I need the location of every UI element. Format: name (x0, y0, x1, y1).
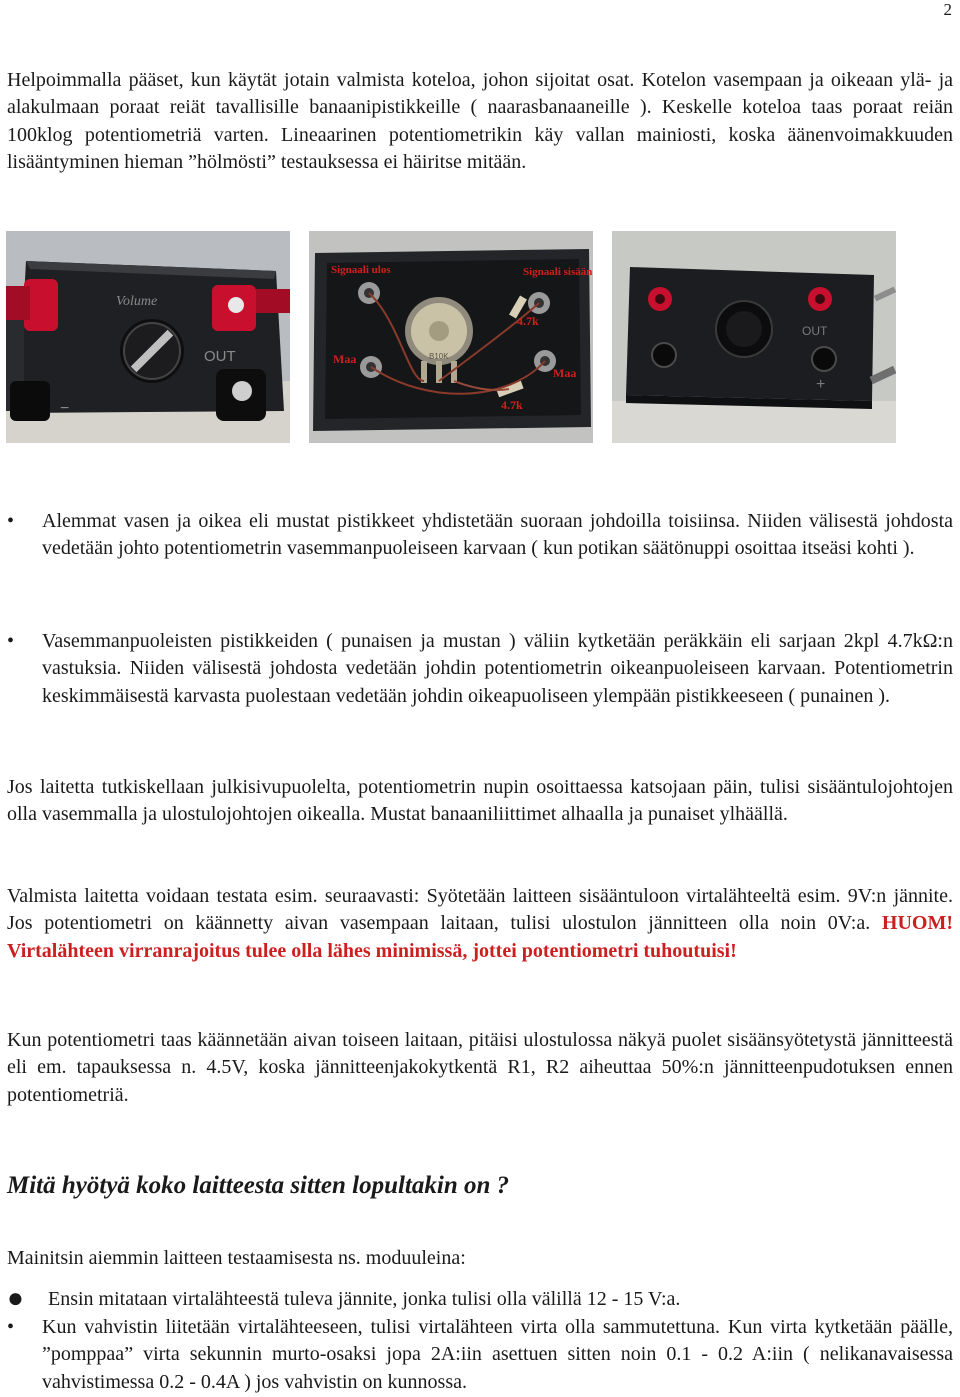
warning-text: HUOM! Virtalähteen virranrajoitus tulee olla lähes minimissä, jottei potentiometri tuhoutuisi! (7, 912, 953, 962)
label-resistor-top: 4.7k (517, 314, 539, 328)
section-heading: Mitä hyötyä koko laitteesta sitten lopultakin on ? (7, 1172, 510, 1199)
label-signal-in: Signaali sisään (523, 266, 593, 278)
label-out: OUT (204, 348, 236, 365)
list-item: • Kun vahvistin liitetään virtalähteeseen, tulisi virtalähteen virta olla sammutettuna. Kun virta kytketään päälle, ”pomppaa” virta sekunnin murto-osaksi jopa 2A:iin asettuen sitten noin 0.1 - 0.2 A:iin ( nelikanavaisessa vahvistimessa 0.2 - 0.4A ) jos vahvistin on kunnossa. (7, 1316, 953, 1393)
list-item: • Vasemmanpuoleisten pistikkeiden ( punaisen ja mustan ) väliin kytketään peräkkäin eli sarjaan 2kpl 4.7kΩ:n vastuksia. Niiden välisestä johdosta vedetään johdin potentiometrin oikeanpuoleiseen karvaan. Potentiometrin keskimmäisestä karvasta puolestaan vedetään johdin oikeapuoliseen ylempään pistikkeeseen ( punainen ). (7, 630, 953, 707)
photo-finished-box (612, 231, 896, 443)
paragraph-turn-pot: Kun potentiometri taas käännetään aivan toiseen laitaan, pitäisi ulostulossa näkyä puolet sisäänsyötetystä jännitteestä eli em. tapauksessa n. 4.5V, koska jännitteenjakokytkentä R1, R2 aiheuttaa 50%:n jännitteenpudotuksen ennen potentiometriä. (7, 1029, 953, 1106)
bullet-icon: • (7, 630, 15, 652)
label-plus: + (816, 376, 826, 393)
label-pot-value: B10K (429, 352, 449, 361)
paragraph-front-view: Jos laitetta tutkiskellaan julkisivupuolelta, potentiometrin nupin osoittaessa katsojaan päin, tulisi sisääntulojohtojen olla vasemmalla ja ulostulojohtojen oikealla. Mustat banaaniliittimet alhaalla ja punaiset ylhäällä. (7, 776, 953, 826)
label-signal-out: Signaali ulos (331, 264, 391, 276)
label-minus: − (60, 400, 70, 417)
photo-inside-wiring (309, 231, 593, 443)
page-number: 2 (943, 0, 952, 19)
intro-paragraph: Helpoimmalla pääset, kun käytät jotain valmista koteloa, johon sijoitat osat. Kotelon vasempaan ja oikeaan ylä- ja alakulmaan poraat reiät tavallisille banaanipistikkeille ( naarasbanaaneille ). Keskelle koteloa taas poraat reiän 100klog potentiometriä varten. Lineaarinen potentiometrikin käy vallan mainiosti, koska äänenvoimakkuuden lisääntyminen hieman ”hölmösti” testauksessa ei häiritse mitään. (7, 69, 953, 173)
label-volume: Volume (116, 294, 158, 309)
bullet-icon: • (7, 510, 15, 532)
bullet-icon: • (7, 1316, 15, 1338)
label-ground-left: Maa (333, 352, 357, 366)
photo-assembled-box (6, 231, 290, 443)
label-out: OUT (802, 324, 828, 338)
label-ground-right: Maa (553, 366, 577, 380)
label-resistor-bottom: 4.7k (501, 398, 523, 412)
paragraph-testing: Valmista laitetta voidaan testata esim. seuraavasti: Syötetään laitteen sisääntuloon virtalähteeltä esim. 9V:n jännite. Jos potentiometri on käännetty aivan vasempaan laitaan, tulisi ulostulon jännitteen olla noin 0V:a. HUOM! Virtalähteen virranrajoitus tulee olla lähes minimissä, jottei potentiometri tuhoutuisi! (7, 885, 953, 962)
bullet-icon: ● (7, 1283, 24, 1314)
list-item: ● Ensin mitataan virtalähteestä tuleva jännite, jonka tulisi olla välillä 12 - 15 V:a. (7, 1283, 681, 1314)
paragraph-modules: Mainitsin aiemmin laitteen testaamisesta ns. moduuleina: (7, 1247, 466, 1269)
list-item: • Alemmat vasen ja oikea eli mustat pistikkeet yhdistetään suoraan johdoilla toisiinsa. Niiden välisestä johdosta vedetään johto potentiometrin vasemmanpuoleiseen karvaan ( kun potikan säätönuppi osoittaa itseäsi kohti ). (7, 510, 953, 560)
